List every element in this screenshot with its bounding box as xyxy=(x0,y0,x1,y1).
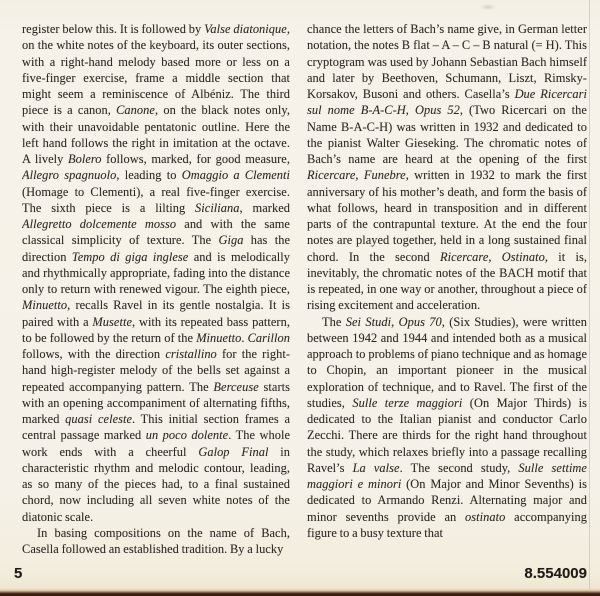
italic-text-segment: Musette xyxy=(92,314,132,329)
italic-text-segment: un poco dolente xyxy=(145,428,229,443)
text-segment: , recalls Ravel in its gentle nostalgia. It is paired with a xyxy=(22,298,290,329)
text-segment: has the direction xyxy=(22,233,290,264)
catalog-number: 8.554009 xyxy=(524,565,587,582)
text-segment: . The whole work ends with a cheerful xyxy=(22,428,290,459)
text-segment: , with its repeated bass pattern, to be followed by the return of the xyxy=(22,314,290,345)
text-column-right xyxy=(307,21,587,569)
italic-text-segment: Ostinato xyxy=(501,249,545,264)
text-segment: . xyxy=(241,330,248,345)
paragraph xyxy=(307,21,587,314)
italic-text-segment: Due Ricercari sul nome B-A-C-H xyxy=(307,87,587,118)
text-segment: , xyxy=(391,314,399,329)
scan-edge-line xyxy=(589,0,590,596)
italic-text-segment: Ricercare xyxy=(440,249,489,264)
text-segment: . This initial section frames a central passage marked xyxy=(22,412,290,443)
italic-text-segment: Sulle terze maggiori xyxy=(352,395,463,410)
italic-text-segment: Giga xyxy=(218,233,244,248)
paragraph xyxy=(22,525,290,558)
text-segment: (On Major Thirds) is dedicated to the Italian pianist and conductor Carlo Zecchi. There are thirds for the right hand throughout the study, which relaxes briefly into a passage recalling Ravel’s xyxy=(307,395,587,475)
text-segment: , (Two Ricercari on the Name B-A-C-H) was written in 1932 and dedicated to the pianist Walter Gieseking. The chromatic notes of Bach’s name are heard at the opening of the first xyxy=(307,103,587,166)
text-segment: , on the black notes only, with their unavoidable pentatonic outline. Here the left hand follows the right in imitation at the octave. A lively xyxy=(22,103,290,166)
italic-text-segment: Ricercare xyxy=(307,168,356,183)
italic-text-segment: Sei Studi xyxy=(345,314,392,329)
italic-text-segment: ostinato xyxy=(465,509,506,524)
italic-text-segment: Tempo di giga inglese xyxy=(71,249,189,264)
text-segment: and with the same classical simplicity of texture. The xyxy=(22,217,290,248)
paragraph xyxy=(22,21,290,525)
text-segment: The xyxy=(322,314,346,329)
text-segment: In basing compositions on the name of Bach, Casella followed an established tradition. By a lucky xyxy=(22,525,290,556)
italic-text-segment: Opus 70 xyxy=(398,314,442,329)
text-segment: in characteristic rhythm and melodic contour, leading, as so many of the pieces had, to a final sustained chord, now including all seven white notes of the diatonic scale. xyxy=(22,444,290,524)
italic-text-segment: Funebre xyxy=(363,168,406,183)
italic-text-segment: Galop Final xyxy=(198,444,269,459)
italic-text-segment: cristallino xyxy=(165,347,217,361)
italic-text-segment: Berceuse xyxy=(213,379,259,394)
italic-text-segment: Minuetto xyxy=(196,330,242,345)
text-segment: , marked xyxy=(239,200,290,215)
text-segment: accompanying figure to a busy texture that xyxy=(307,509,587,540)
page-number: 5 xyxy=(14,565,23,582)
page-bottom-edge xyxy=(0,588,600,596)
text-segment: for the right-hand high-register melody of the bells set against a repeated accompanying pattern. The xyxy=(22,347,290,394)
text-segment: , (Six Studies), were written between 1942 and 1944 and intended both as a musical approach to problems of piano technique and as homage to Chopin, an important pioneer in the musical exploration of technique, and to Ravel. The first of the studies, xyxy=(307,314,587,410)
text-segment: register below this. It is followed by xyxy=(22,22,205,36)
italic-text-segment: Bolero xyxy=(67,152,102,166)
italic-text-segment: Sulle settime maggiori e minori xyxy=(307,460,587,491)
text-segment: (On Major and Minor Sevenths) is dedicated to Armando Renzi. Alternating major and minor sevenths provide an xyxy=(307,477,587,524)
italic-text-segment: Carillon xyxy=(247,330,290,345)
text-segment: , it is, inevitably, the chromatic notes of the BACH motif that is repeated, in one way or another, throughout a piece of rising excitement and acceleration. xyxy=(307,249,587,313)
text-segment: and is melodically and rhythmically appropriate, fading into the distance only to return with renewed vigour. The eighth piece, xyxy=(22,249,290,296)
italic-text-segment: Allegretto dolcemente mosso xyxy=(22,217,177,231)
text-segment: , leading to xyxy=(116,168,182,183)
italic-text-segment: La valse xyxy=(352,460,400,475)
italic-text-segment: Minuetto xyxy=(22,298,68,313)
text-segment: starts with an opening accompaniment of alternating fifths, marked xyxy=(22,379,290,426)
italic-text-segment: quasi celeste xyxy=(65,412,133,426)
text-segment: follows, marked, for good measure, xyxy=(101,152,290,166)
text-segment: , on the white notes of the keyboard, its outer sections, with a right-hand melody based more or less on a five-finger exercise, frame a middle section that might seem a reminiscence of Albéniz. The third piece is a canon, xyxy=(22,22,290,118)
text-segment: follows, with the direction xyxy=(22,347,166,361)
text-segment: , xyxy=(405,103,415,118)
text-columns xyxy=(22,21,587,569)
italic-text-segment: Omaggio a Clementi xyxy=(181,168,290,183)
paragraph xyxy=(307,314,587,542)
scan-smudge xyxy=(480,4,496,10)
italic-text-segment: Opus 52 xyxy=(414,103,460,118)
italic-text-segment: Valse diatonique xyxy=(204,22,287,36)
text-segment: . The second study, xyxy=(399,460,519,475)
italic-text-segment: Siciliana xyxy=(195,200,240,215)
text-segment: chance the letters of Bach’s name give, in German letter notation, the notes B flat – A – C – B natural (= H). This cryptogram was used by Johann Sebastian Bach himself and later by Beethoven, Schumann, Liszt, Rimsky-Korsakov, Busoni and others. Casella’s xyxy=(307,22,587,101)
italic-text-segment: Allegro spagnuolo xyxy=(22,168,117,183)
text-segment: (Homage to Clementi), a real five-finger exercise. The sixth piece is a lilting xyxy=(22,184,290,215)
text-column-left xyxy=(22,21,290,569)
text-segment: , xyxy=(488,249,502,264)
text-segment: , xyxy=(355,168,364,183)
text-segment: , written in 1932 to mark the first anniversary of his mother’s death, and form the basis of what follows, heard in transposition and in different parts of the contrapuntal texture. At the end the four notes are played together, held in a long sustained final chord. In the second xyxy=(307,168,587,264)
italic-text-segment: Canone xyxy=(116,103,155,118)
